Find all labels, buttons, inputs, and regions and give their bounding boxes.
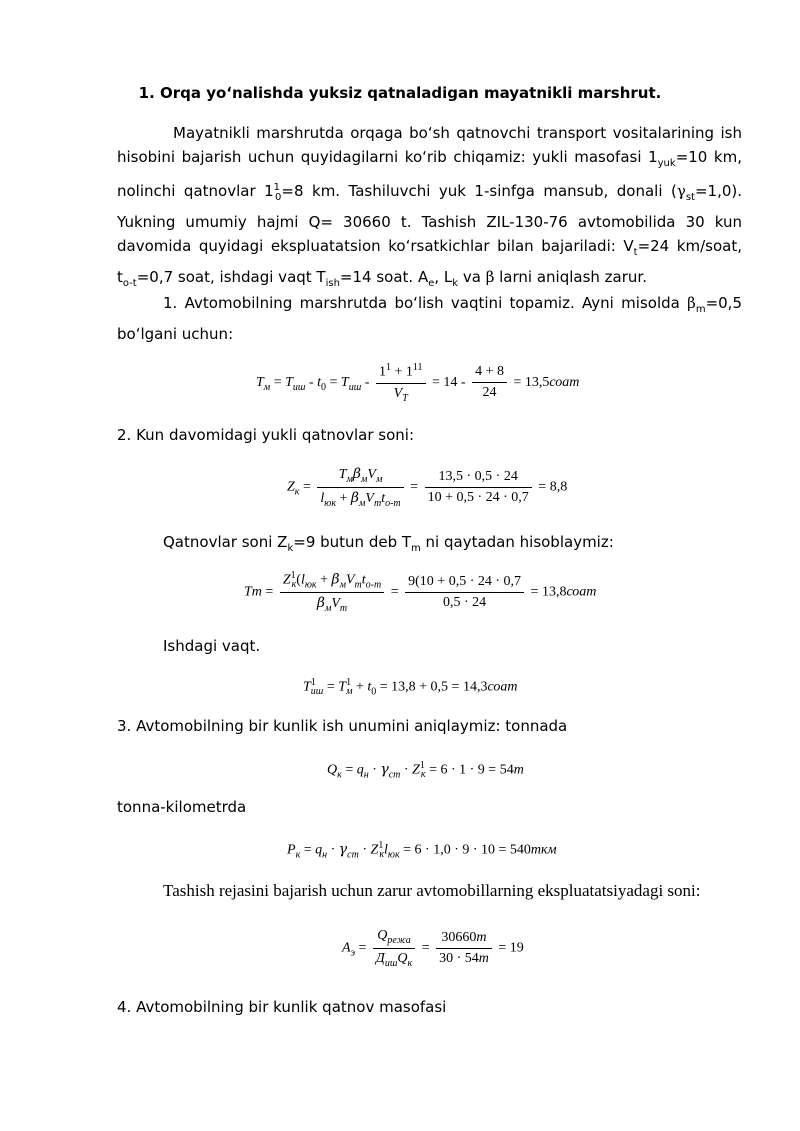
step3-text2: tonna-kilometrda	[117, 798, 247, 816]
section-title: 1. Orqa yoʻnalishda yuksiz qatnaladigan mayatnikli marshrut.	[138, 84, 662, 102]
equation-tish: $T^1_{иш} = T^1_м + t_0 = 13,8 + 0,5$ = 14,3соат	[303, 677, 518, 698]
step4-text: 4. Avtomobilning bir kunlik qatnov masofasi	[117, 998, 447, 1016]
equation-tm: $T_м = T_{иш} - t_0 = T_{иш}$ - $\frac{1^1 + 1^{11}}{V_T}$ = 14 - $\frac{4 + 8}{24}$ = 13,5соат	[256, 362, 580, 404]
equation-pk: $P_к = q_н \cdot \gamma_{ст} \cdot Z^1_кl_{юк} = 6 \cdot 1,0 \cdot 9 \cdot 10 = 540ткм$	[287, 840, 557, 861]
step3b-paragraph: Tashish rejasini bajarish uchun zarur avtomobillarning ekspluatatsiyadagi soni:	[163, 881, 701, 900]
step2c-text: Ishdagi vaqt.	[163, 637, 261, 655]
step2b-text: Qatnovlar soni $Z_k=9$ butun deb $T_m$ ni qaytadan hisoblaymiz:	[163, 533, 614, 554]
step1-paragraph: 1. Avtomobilning marshrutda boʻlish vaqtini topamiz. Ayni misolda $\beta_m=0,5$ boʻlgani uchun:	[117, 294, 742, 343]
step2-text: 2. Kun davomidagi yukli qatnovlar soni:	[117, 426, 415, 444]
equation-zk: $Z_к$ = $\frac{T_м\beta_мV_м}{l_{юк} + \beta_мV_тt_{о-т}}$ = $\frac{13,5 \cdot 0,5 \cdot 24}{10 + 0,5 \cdot 24 \cdot 0,7}$ = 8,8	[287, 466, 568, 509]
step3-text: 3. Avtomobilning bir kunlik ish unumini aniqlaymiz: tonnada	[117, 717, 568, 735]
equation-tm-recalc: Tm = $\frac{Z^1_к(l_{юк} + \beta_мV_тt_{о-т}}{\beta_мV_т}$ = $\frac{9(10 + 0,5 \cdot 24 \cdot 0,7}{0,5 \cdot 24}$ = 13,8соат	[244, 570, 597, 615]
intro-paragraph: Mayatnikli marshrutda orqaga boʻsh qatnovchi transport vositalarining ish hisobini bajarish uchun quyidagilarni koʻrib chiqamiz: yukli masofasi $1_{yuk}=10$ km, nolinchi qatnovlar $1^1_0=8$ km. Tashiluvchi yuk 1-sinfga mansub, donali $(\gamma_{st}=1,0)$. Yukning umumiy hajmi Q= 30660 t. Tashish ZIL-130-76 avtomobilida 30 kun davomida quyidagi ekspluatatsion koʻrsatkichlar bilan bajariladi: $V_t=24$ km/soat, $t_{o-t}=0,7$ soat, ishdagi vaqt $T_{ish}=14$ soat. $A_e$, $L_k$ va β larni aniqlash zarur.	[117, 124, 742, 289]
equation-qk: $Q_к = q_н \cdot \gamma_{ст} \cdot Z^1_к = 6 \cdot 1 \cdot 9 = 54т$	[327, 760, 524, 781]
equation-ae: $A_э$ = $\frac{Q_{режа}}{Д_{иш}Q_к}$ = $\frac{30660т}{30 \cdot 54т}$ = 19	[342, 928, 524, 969]
